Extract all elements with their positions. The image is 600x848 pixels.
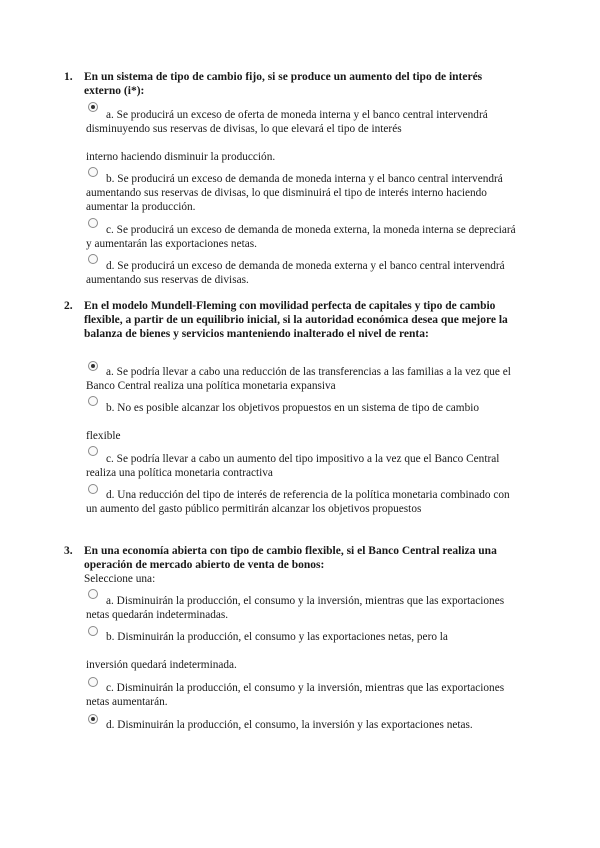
q3-option-b[interactable] [86, 630, 516, 644]
q3-option-a[interactable] [86, 594, 516, 622]
q2-option-b-text: b. No es posible alcanzar los objetivos propuestos en un sistema de tipo de cambio [106, 402, 480, 414]
q1-option-d-text: d. Se producirá un exceso de demanda de moneda externa y el banco central intervendrá aumentando sus reservas de divisas. [86, 260, 505, 286]
question-2-title [64, 299, 514, 341]
q3-option-b-text: b. Disminuirán la producción, el consumo y las exportaciones netas, pero la [106, 631, 448, 643]
q3-option-b-continuation: inversión quedará indeterminada. [86, 659, 237, 671]
q3-option-c[interactable] [86, 681, 516, 709]
q1-option-b[interactable] [86, 172, 516, 214]
q1-option-a[interactable] [86, 108, 516, 136]
question-1-title [64, 70, 514, 98]
question-2-text: En el modelo Mundell-Fleming con movilidad perfecta de capitales y tipo de cambio flexible, a partir de un equilibrio inicial, si la autoridad económica desea que mejore la balanza de bienes y servicios manteniendo inalterado el nivel de renta: [84, 300, 508, 340]
q1-option-c-text: c. Se producirá un exceso de demanda de moneda externa, la moneda interna se depreciará y aumentarán las exportaciones netas. [86, 224, 516, 250]
q2-option-d[interactable] [86, 488, 516, 516]
question-3-text: En una economía abierta con tipo de cambio flexible, si el Banco Central realiza una operación de mercado abierto de venta de bonos: [84, 545, 497, 571]
q3-option-c-text: c. Disminuirán la producción, el consumo y la inversión, mientras que las exportaciones netas aumentarán. [86, 682, 505, 708]
q2-option-b[interactable] [86, 401, 516, 415]
q1-option-c[interactable] [86, 223, 516, 251]
select-prompt: Seleccione una: [84, 573, 156, 585]
question-1-number: 1. [64, 71, 73, 83]
q2-option-c[interactable] [86, 452, 516, 480]
q1-option-a-continuation: interno haciendo disminuir la producción. [86, 151, 276, 163]
q2-option-d-text: d. Una reducción del tipo de interés de referencia de la política monetaria combinado con un aumento del gasto público permitirán alcanzar los objetivos propuestos [86, 489, 510, 515]
q2-option-a[interactable] [86, 365, 516, 393]
question-2-number: 2. [64, 300, 73, 312]
q1-option-d[interactable] [86, 259, 516, 287]
q3-option-a-text: a. Disminuirán la producción, el consumo y la inversión, mientras que las exportaciones netas quedarán indeterminadas. [86, 595, 505, 621]
question-3-title [64, 544, 514, 572]
q1-option-a-text: a. Se producirá un exceso de oferta de moneda interna y el banco central intervendrá disminuyendo sus reservas de divisas, lo que elevará el tipo de interés [86, 109, 488, 135]
question-1-text: En un sistema de tipo de cambio fijo, si se produce un aumento del tipo de interés externo (i*): [84, 71, 483, 97]
q2-option-a-text: a. Se podría llevar a cabo una reducción de las transferencias a las familias a la vez que el Banco Central realiza una política monetaria expansiva [86, 366, 511, 392]
q3-option-d[interactable] [86, 718, 526, 732]
q3-option-d-text: d. Disminuirán la producción, el consumo, la inversión y las exportaciones netas. [106, 719, 473, 731]
question-3-number: 3. [64, 545, 73, 557]
q1-option-b-text: b. Se producirá un exceso de demanda de moneda interna y el banco central intervendrá aumentando sus reservas de divisas, lo que disminuirá el tipo de interés interno haciendo aumentar la producción. [86, 173, 503, 213]
q2-option-c-text: c. Se podría llevar a cabo un aumento del tipo impositivo a la vez que el Banco Central realiza una política monetaria contractiva [86, 453, 500, 479]
q2-option-b-continuation: flexible [86, 430, 121, 442]
